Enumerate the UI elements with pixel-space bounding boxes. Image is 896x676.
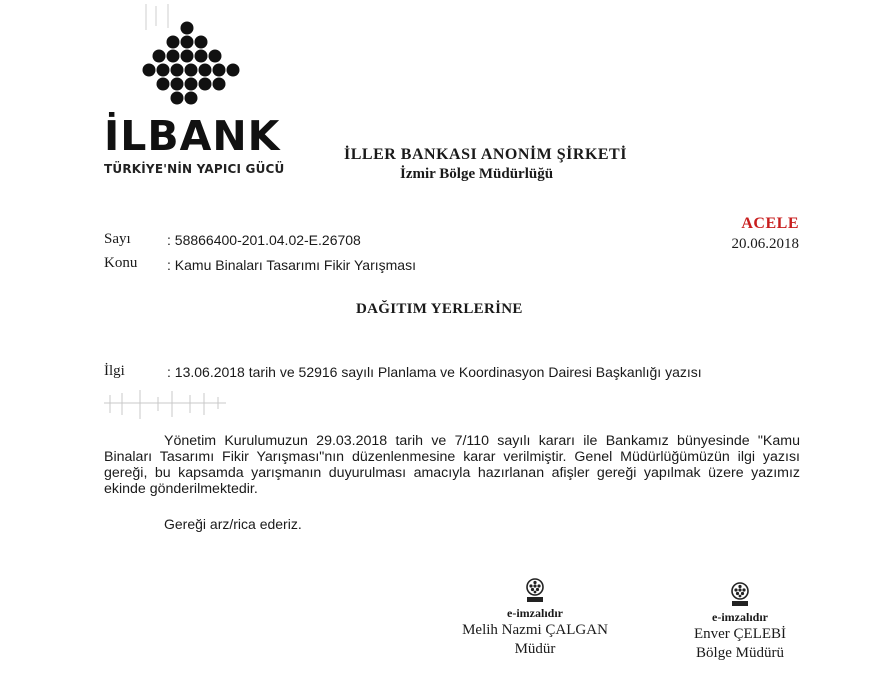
scan-specks-decoration: [100, 385, 230, 435]
signer-title-1: Müdür: [514, 641, 556, 657]
sayi-label: Sayı: [104, 231, 131, 247]
signature-block-1: [440, 578, 630, 658]
scan-specks-top: [140, 4, 180, 34]
signature-block-2: [660, 582, 820, 662]
ilgi-label: İlgi: [104, 363, 125, 379]
organization-title: İLLER BANKASI ANONİM ŞİRKETİ: [344, 146, 627, 163]
organization-subtitle: İzmir Bölge Müdürlüğü: [400, 166, 554, 182]
ilgi-value: : 13.06.2018 tarih ve 52916 sayılı Planlama ve Koordinasyon Dairesi Başkanlığı yazısı: [167, 364, 702, 380]
distribution-heading: DAĞITIM YERLERİNE: [356, 301, 523, 317]
sayi-value: : 58866400-201.04.02-E.26708: [167, 232, 361, 248]
signer-title-2: Bölge Müdürü: [696, 645, 784, 661]
closing-line: Gereği arz/rica ederiz.: [164, 516, 302, 532]
signer-name-1: Melih Nazmi ÇALGAN: [462, 622, 608, 638]
e-signed-label-1: e-imzalıdır: [507, 606, 563, 620]
e-signature-seal-icon: [729, 582, 751, 608]
e-signature-seal-icon: [524, 578, 546, 604]
konu-value: : Kamu Binaları Tasarımı Fikir Yarışması: [167, 257, 416, 273]
brand-slogan: TÜRKİYE'NİN YAPICI GÜCÜ: [104, 162, 285, 176]
signer-name-2: Enver ÇELEBİ: [693, 626, 787, 642]
brand-logotype: İLBANK: [104, 112, 281, 160]
e-signed-label-2: e-imzalıdır: [712, 610, 768, 624]
konu-label: Konu: [104, 255, 138, 271]
document-date: 20.06.2018: [731, 236, 799, 252]
body-paragraph: Yönetim Kurulumuzun 29.03.2018 tarih ve 7/110 sayılı kararı ile Bankamız bünyesinde "Kamu Binaları Tasarımı Fikir Yarışması"nın düzenlenmesine karar verilmiştir. Genel Müdürlüğümüzün ilgi yazısı gereği, bu kapsamda yarışmanın duyurulması amacıyla hazırlanan afişler gereği yapılmak üzere yazımız ekinde gönderilmektedir.: [104, 433, 800, 497]
urgency-label: ACELE: [741, 215, 799, 232]
